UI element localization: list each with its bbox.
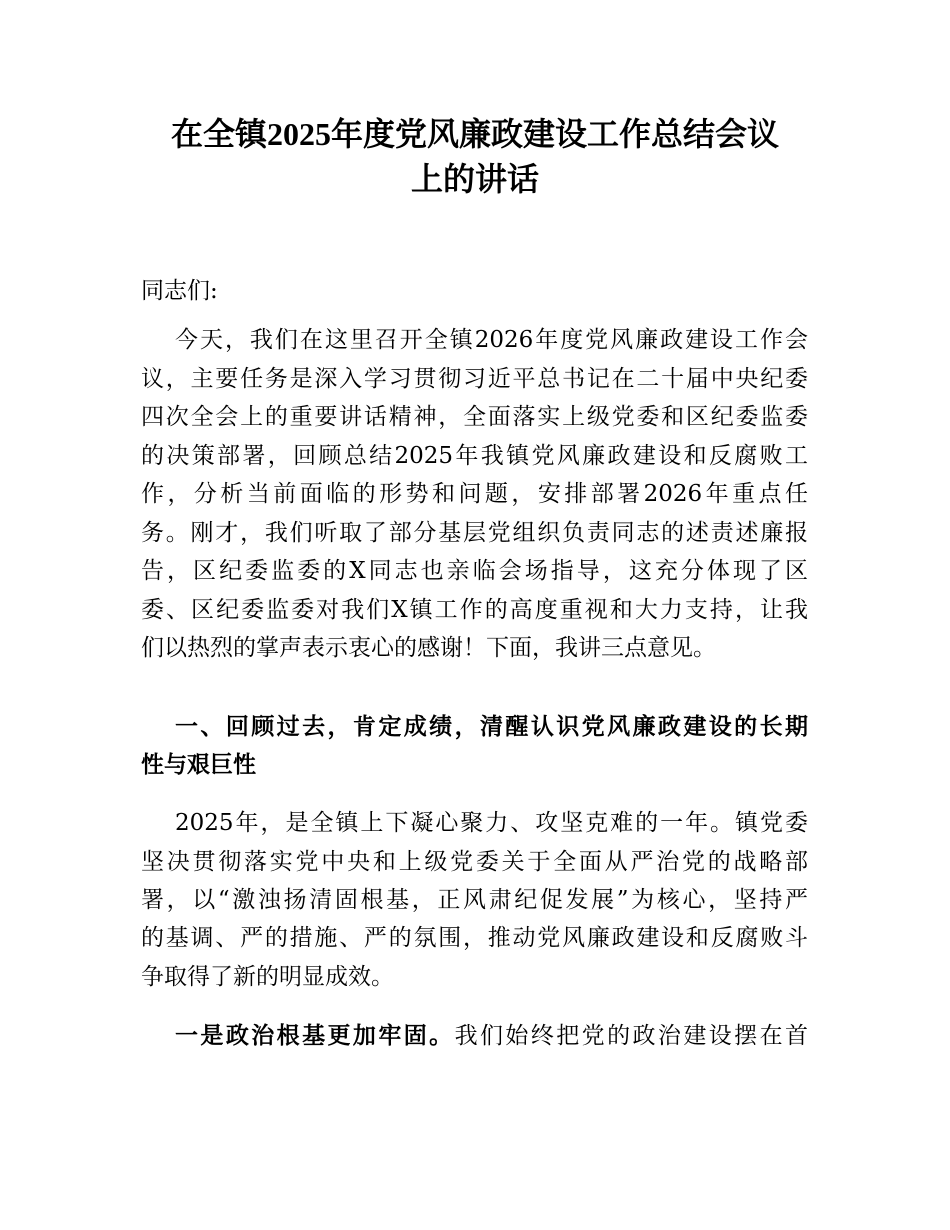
para1-line: 们以热烈的掌声表示衷心的感谢！下面，我讲三点意见。 [141,635,716,661]
title-line-1: 在全镇2025年度党风廉政建设工作总结会议 [170,116,779,152]
para1-line: 四次全会上的重要讲话精神，全面落实上级党委和区纪委监委 [141,404,808,430]
para1-line: 的决策部署，回顾总结2025年我镇党风廉政建设和反腐败工 [141,443,808,469]
para1-line: 议，主要任务是深入学习贯彻习近平总书记在二十届中央纪委 [141,366,808,392]
salutation: 同志们: [141,278,218,304]
para2-line: 的基调、严的措施、严的氛围，推动党风廉政建设和反腐败斗 [141,925,808,951]
para3-lead: 一是政治根基更加牢固。 [175,1023,455,1049]
para3-rest: 我们始终把党的政治建设摆在首 [454,1023,809,1049]
para1-line: 今天，我们在这里召开全镇2026年度党风廉政建设工作会 [175,327,808,353]
para2-line: 争取得了新的明显成效。 [141,964,394,990]
document-title [100,112,850,202]
para1-line: 作，分析当前面临的形势和问题，安排部署2026年重点任 [141,481,808,507]
section-heading-1: 一、回顾过去，肯定成绩，清醒认识党风廉政建设的长期 [175,714,808,740]
para1-line: 委、区纪委监委对我们X镇工作的高度重视和大力支持，让我 [141,597,808,623]
para2-line: 坚决贯彻落实党中央和上级党委关于全面从严治党的战略部 [141,849,808,875]
title-line-2: 上的讲话 [410,161,539,197]
para1-line: 务。刚才，我们听取了部分基层党组织负责同志的述责述廉报 [141,520,808,546]
para3-line [175,1021,808,1051]
para1-line: 告，区纪委监委的X同志也亲临会场指导，这充分体现了区 [141,558,808,584]
para2-line: 2025年，是全镇上下凝心聚力、攻坚克难的一年。镇党委 [175,810,808,836]
para2-line: 署，以“激浊扬清固根基，正风肃纪促发展”为核心，坚持严 [141,887,808,913]
section-heading-1-cont: 性与艰巨性 [141,752,256,778]
